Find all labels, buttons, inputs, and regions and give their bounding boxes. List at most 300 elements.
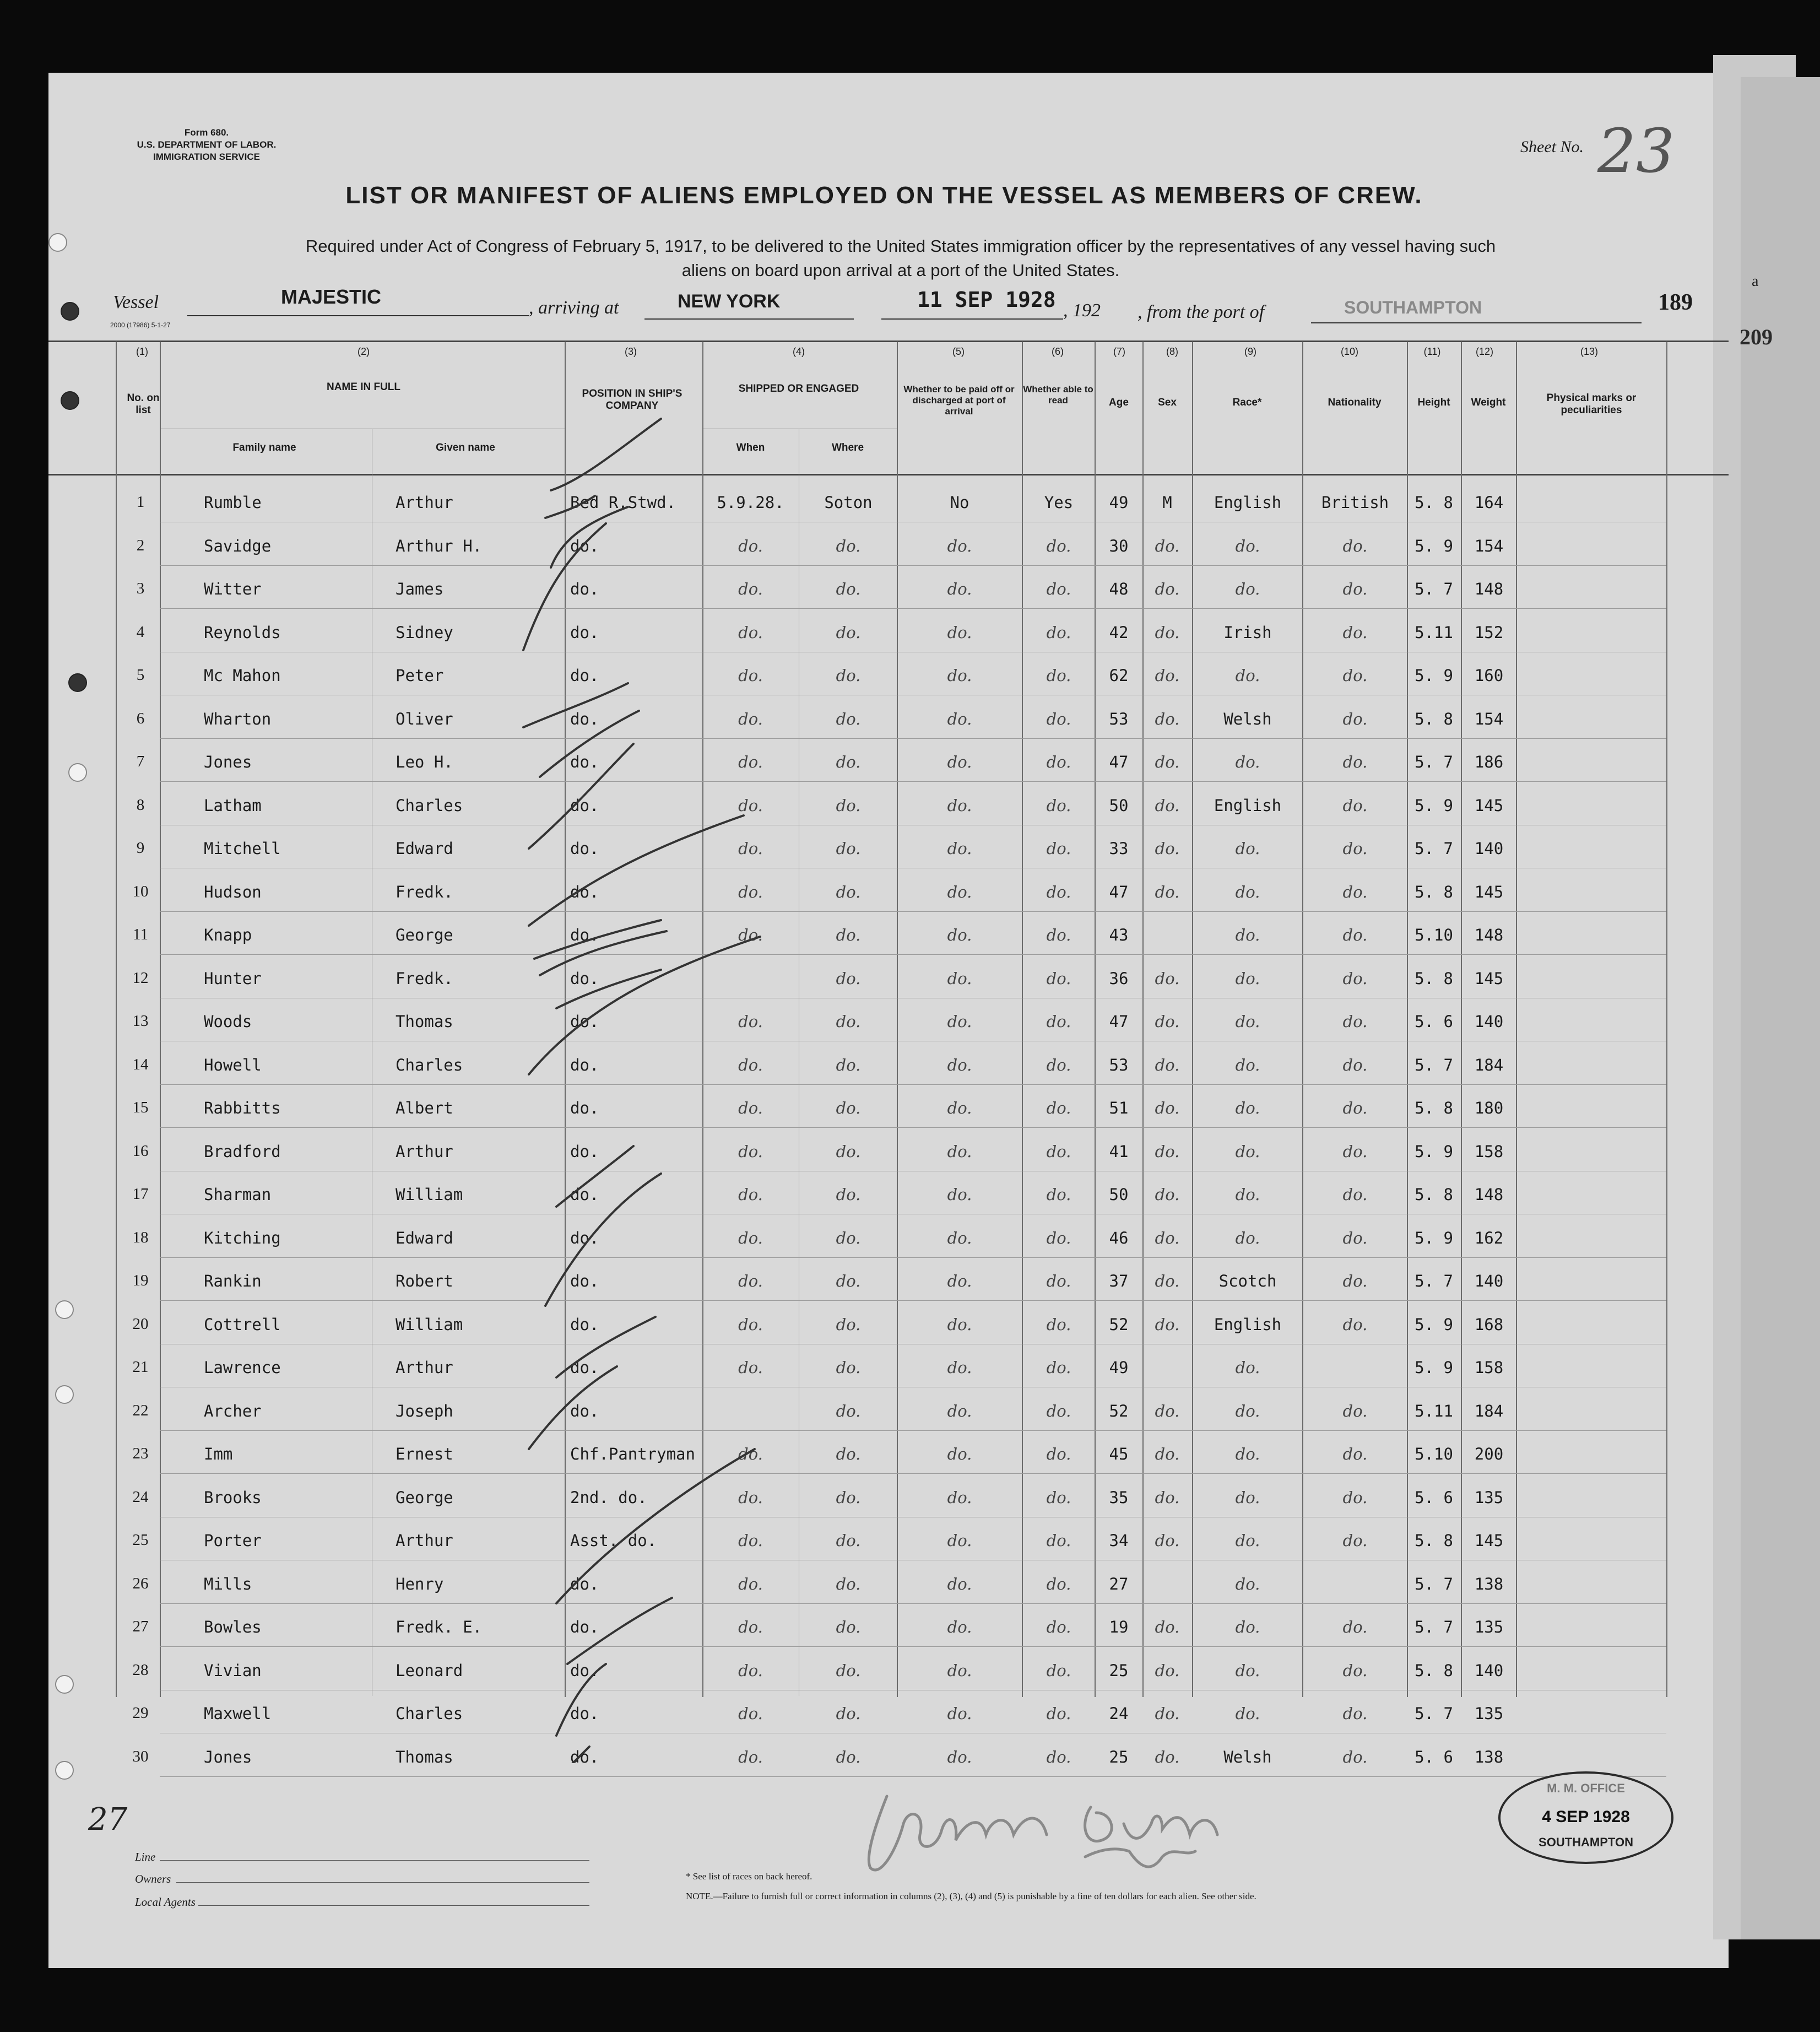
cell-read: do. [1046,1488,1071,1507]
check-mark [556,1146,633,1207]
cell-position: do. [570,1272,599,1290]
cell-sex: do. [1155,1142,1180,1161]
cell-when: do. [738,1099,763,1117]
cell-height: 5. 6 [1415,1012,1453,1031]
cell-position: do. [570,710,599,728]
col-num-10: (10) [1340,346,1358,357]
cell-sex: do. [1155,710,1180,728]
arriving-label: , arriving at [529,298,619,318]
cell-weight: 152 [1474,623,1504,642]
cell-position: do. [570,1099,599,1117]
cell-position: do. [570,1661,599,1680]
cell-when: do. [738,1661,763,1680]
cell-race: do. [1235,883,1260,901]
department: U.S. DEPARTMENT OF LABOR. [137,139,277,150]
cell-paid: do. [947,710,972,728]
cell-when: do. [738,1575,763,1593]
cell-race: Welsh [1223,710,1272,728]
cell-height: 5. 8 [1415,493,1453,512]
cell-nationality: do. [1342,1488,1368,1507]
cell-family: Mc Mahon [204,666,281,685]
cell-height: 5. 7 [1415,1575,1453,1593]
cell-position: 2nd. do. [570,1488,647,1507]
cell-position: do. [570,1056,599,1074]
cell-no: 27 [132,1618,149,1635]
cell-where: do. [836,839,861,858]
cell-position: do. [570,926,599,944]
cell-read: do. [1046,580,1071,598]
cell-when: do. [738,1748,763,1766]
header-family-name: Family name [232,442,296,453]
cell-given: George [396,926,453,944]
cell-nationality: do. [1342,1402,1368,1420]
cell-no: 26 [132,1575,149,1592]
cell-nationality: do. [1342,796,1368,815]
requirement-line-1: Required under Act of Congress of February 5, 1917, to be delivered to the United States immigration officer by the representatives of any vessel having such [305,236,1496,256]
cell-read: do. [1046,1315,1071,1334]
cell-when: do. [738,537,763,555]
cell-age: 50 [1109,1185,1129,1204]
check-mark [556,1664,606,1736]
cell-position: do. [570,839,599,858]
stamp-bottom-text: SOUTHAMPTON [1539,1835,1633,1849]
check-mark [556,1449,755,1603]
cell-paid: do. [947,1704,972,1723]
cell-read: do. [1046,1012,1071,1031]
cell-nationality: do. [1342,883,1368,901]
cell-position: do. [570,666,599,685]
cell-family: Kitching [204,1229,281,1247]
cell-race: do. [1235,1358,1260,1377]
cell-given: James [396,580,444,598]
cell-where: do. [836,1056,861,1074]
header-no-on-list: No. on list [127,392,160,416]
cell-family: Rabbitts [204,1099,281,1117]
page-number: 189 [1658,290,1693,315]
from-port-label: , from the port of [1138,302,1265,322]
cell-given: Charles [396,796,463,815]
cell-given: Arthur [396,1358,453,1377]
cell-when: do. [738,1445,763,1463]
cell-where: do. [836,1618,861,1636]
cell-given: William [396,1315,463,1334]
cell-age: 27 [1109,1575,1129,1593]
cell-when: do. [738,883,763,901]
cell-given: Ernest [396,1445,453,1463]
cell-family: Vivian [204,1661,262,1680]
cell-paid: do. [947,883,972,901]
cell-position: do. [570,1618,599,1636]
row-rule [160,1257,1666,1258]
header-when: When [736,442,765,453]
cell-age: 30 [1109,537,1129,555]
cell-race: do. [1235,1704,1260,1723]
cell-given: Sidney [396,623,453,642]
cell-age: 34 [1109,1531,1129,1550]
requirement-line-2: aliens on board upon arrival at a port of the United States. [681,261,1120,280]
col-num-1: (1) [136,346,148,357]
stamp-top-text: M. M. OFFICE [1547,1781,1625,1795]
cell-weight: 145 [1474,969,1504,988]
cell-paid: do. [947,1315,972,1334]
race-footnote: * See list of races on back hereof. [686,1871,812,1882]
line-label: Line [135,1850,156,1863]
check-mark [523,683,628,727]
cell-height: 5.11 [1415,623,1453,642]
arrival-date-stamp: 11 SEP 1928 [917,288,1056,312]
cell-position: do. [570,1748,599,1766]
cell-height: 5. 9 [1415,1142,1453,1161]
cell-paid: do. [947,1661,972,1680]
cell-when: do. [738,839,763,858]
cell-read: do. [1046,883,1071,901]
check-mark [545,496,595,518]
cell-when: do. [738,623,763,642]
punch-hole [55,1300,74,1319]
cell-position: do. [570,537,599,555]
cell-where: do. [836,1402,861,1420]
cell-when: do. [738,1704,763,1723]
cell-sex: do. [1155,1185,1180,1204]
cell-when: do. [738,1056,763,1074]
cell-family: Savidge [204,537,272,555]
cell-position: do. [570,1012,599,1031]
cell-weight: 140 [1474,1661,1504,1680]
cell-race: do. [1235,1661,1260,1680]
cell-weight: 154 [1474,710,1504,728]
cell-height: 5.11 [1415,1402,1453,1420]
cell-race: do. [1235,969,1260,988]
cell-read: do. [1046,839,1071,858]
cell-no: 1 [136,493,145,511]
cell-age: 37 [1109,1272,1129,1290]
cell-no: 21 [132,1358,149,1376]
cell-age: 47 [1109,1012,1129,1031]
cell-family: Howell [204,1056,262,1074]
cell-given: Arthur [396,493,453,512]
cell-weight: 180 [1474,1099,1504,1117]
stamp-date: 4 SEP 1928 [1542,1808,1630,1826]
cell-when: do. [738,1488,763,1507]
cell-age: 35 [1109,1488,1129,1507]
cell-when: do. [738,1315,763,1334]
cell-weight: 145 [1474,796,1504,815]
owners-label: Owners [135,1872,171,1885]
row-rule [160,1127,1666,1128]
cell-weight: 164 [1474,493,1504,512]
cell-weight: 140 [1474,1272,1504,1290]
year-label: , 192 [1063,300,1101,321]
cell-position: do. [570,796,599,815]
cell-nationality: do. [1342,753,1368,771]
col-num-6: (6) [1052,346,1064,357]
cell-weight: 160 [1474,666,1504,685]
cell-sex: do. [1155,796,1180,815]
sheet-label: Sheet No. [1520,138,1584,156]
cell-no: 19 [132,1272,149,1289]
cell-where: do. [836,710,861,728]
row-rule [160,1084,1666,1085]
cell-sex: do. [1155,623,1180,642]
cell-given: George [396,1488,453,1507]
cell-read: do. [1046,623,1071,642]
cell-given: Arthur [396,1142,453,1161]
header-sex: Sex [1158,397,1177,408]
punch-hole [61,302,79,321]
cell-sex: do. [1155,1531,1180,1550]
cell-position: do. [570,1402,599,1420]
cell-family: Jones [204,1748,252,1766]
col-num-12: (12) [1475,346,1493,357]
cell-race: do. [1235,1229,1260,1247]
cell-race: do. [1235,1445,1260,1463]
col-num-9: (9) [1244,346,1256,357]
check-mark [556,1747,589,1763]
cell-family: Sharman [204,1185,272,1204]
cell-height: 5. 7 [1415,839,1453,858]
cell-paid: do. [947,1185,972,1204]
cell-height: 5. 9 [1415,1229,1453,1247]
cell-age: 53 [1109,1056,1129,1074]
header-paid-off: Whether to be paid off or discharged at port of arrival [903,384,1015,417]
cell-when: do. [738,666,763,685]
cell-race: English [1214,796,1282,815]
cell-given: Fredk. [396,969,453,988]
header-position: POSITION IN SHIP'S COMPANY [582,388,682,412]
cell-race: do. [1235,1185,1260,1204]
cell-when: do. [738,1618,763,1636]
cell-read: do. [1046,1748,1071,1766]
header-age: Age [1109,397,1129,408]
cell-weight: 145 [1474,883,1504,901]
underlying-sheet-edge [1741,77,1820,1939]
cell-nationality: do. [1342,1445,1368,1463]
cell-family: Witter [204,580,262,598]
header-able-to-read: Whether able to read [1023,384,1093,406]
cell-height: 5. 9 [1415,666,1453,685]
cell-sex: do. [1155,1661,1180,1680]
cell-family: Porter [204,1531,262,1550]
cell-family: Rumble [204,493,262,512]
cell-height: 5. 7 [1415,753,1453,771]
header-nationality: Nationality [1328,397,1382,408]
cell-height: 5. 7 [1415,1272,1453,1290]
check-mark [567,1598,672,1664]
cell-nationality: do. [1342,1315,1368,1334]
cell-when: do. [738,1531,763,1550]
cell-nationality: do. [1342,710,1368,728]
cell-when: do. [738,710,763,728]
cell-no: 28 [132,1661,149,1679]
cell-paid: do. [947,623,972,642]
cell-age: 45 [1109,1445,1129,1463]
check-mark [545,1174,661,1306]
cell-weight: 168 [1474,1315,1504,1334]
cell-sex: do. [1155,1099,1180,1117]
cell-family: Lawrence [204,1358,281,1377]
cell-no: 24 [132,1488,149,1506]
cell-no: 2 [136,537,145,554]
cell-nationality: do. [1342,926,1368,944]
header-where: Where [831,442,864,453]
cell-no: 7 [136,753,145,770]
cell-nationality: do. [1342,623,1368,642]
cell-where: do. [836,1012,861,1031]
cell-height: 5. 8 [1415,1531,1453,1550]
cell-race: do. [1235,1142,1260,1161]
row-rule [160,1473,1666,1474]
cell-given: Charles [396,1704,463,1723]
cell-family: Latham [204,796,262,815]
cell-sex: do. [1155,1229,1180,1247]
col-num-7: (7) [1113,346,1125,357]
cell-sex: do. [1155,1488,1180,1507]
cell-family: Hunter [204,969,262,988]
cell-when: do. [738,1185,763,1204]
cell-read: Yes [1044,493,1074,512]
cell-age: 52 [1109,1315,1129,1334]
cell-sex: do. [1155,1618,1180,1636]
cell-no: 12 [132,969,149,987]
cell-read: do. [1046,796,1071,815]
cell-read: do. [1046,1531,1071,1550]
cell-age: 53 [1109,710,1129,728]
cell-paid: do. [947,926,972,944]
cell-weight: 138 [1474,1748,1504,1766]
cell-position: do. [570,753,599,771]
row-rule [160,1603,1666,1604]
cell-paid: do. [947,1358,972,1377]
cell-position: Chf.Pantryman [570,1445,695,1463]
cell-height: 5. 8 [1415,1185,1453,1204]
row-rule [160,608,1666,609]
cell-where: do. [836,796,861,815]
cell-no: 13 [132,1012,149,1030]
cell-read: do. [1046,1185,1071,1204]
cell-sex: do. [1155,1056,1180,1074]
cell-age: 24 [1109,1704,1129,1723]
cell-age: 50 [1109,796,1129,815]
cell-no: 8 [136,796,145,814]
cell-height: 5. 6 [1415,1748,1453,1766]
check-mark [529,744,633,849]
cell-paid: No [950,493,969,512]
cell-weight: 184 [1474,1056,1504,1074]
cell-height: 5. 6 [1415,1488,1453,1507]
cell-weight: 140 [1474,839,1504,858]
cell-weight: 162 [1474,1229,1504,1247]
cell-no: 23 [132,1445,149,1462]
cell-where: do. [836,623,861,642]
check-mark [540,931,667,975]
cell-read: do. [1046,1402,1071,1420]
row-rule [160,1776,1666,1777]
col-num-11: (11) [1423,346,1441,357]
cell-nationality: do. [1342,1142,1368,1161]
col-num-8: (8) [1166,346,1178,357]
header-given-name: Given name [436,442,495,453]
cell-race: Scotch [1218,1272,1277,1290]
check-mark [540,711,639,777]
vessel-label: Vessel [113,292,159,312]
cell-age: 25 [1109,1661,1129,1680]
cell-no: 3 [136,580,145,597]
cell-race: do. [1235,839,1260,858]
punch-hole [55,1385,74,1404]
col-num-5: (5) [952,346,965,357]
cell-no: 18 [132,1229,149,1246]
cell-when: do. [738,926,763,944]
cell-sex: do. [1155,1315,1180,1334]
cell-nationality: do. [1342,969,1368,988]
cell-nationality: do. [1342,1185,1368,1204]
cell-where: do. [836,1315,861,1334]
cell-no: 10 [132,883,149,900]
cell-given: Joseph [396,1402,453,1420]
cell-no: 22 [132,1402,149,1419]
row-rule [160,738,1666,739]
officer-signature [854,1780,1272,1890]
punch-hole [55,1675,74,1694]
cell-weight: 135 [1474,1488,1504,1507]
cell-read: do. [1046,969,1071,988]
cell-position: do. [570,1575,599,1593]
cell-age: 47 [1109,753,1129,771]
cell-weight: 184 [1474,1402,1504,1420]
cell-paid: do. [947,666,972,685]
cell-race: English [1214,1315,1282,1334]
cell-family: Bradford [204,1142,281,1161]
cell-where: do. [836,926,861,944]
cell-height: 5. 7 [1415,580,1453,598]
cell-where: do. [836,1142,861,1161]
cell-paid: do. [947,753,972,771]
cell-age: 49 [1109,493,1129,512]
cell-paid: do. [947,796,972,815]
cell-paid: do. [947,1748,972,1766]
cell-sex: do. [1155,666,1180,685]
punch-hole [68,763,87,782]
cell-height: 5.10 [1415,1445,1453,1463]
cell-nationality: do. [1342,1056,1368,1074]
cell-race: do. [1235,1531,1260,1550]
cell-family: Wharton [204,710,272,728]
cell-read: do. [1046,1704,1071,1723]
cell-paid: do. [947,1099,972,1117]
cell-family: Woods [204,1012,252,1031]
check-mark [529,815,744,926]
penalty-note: NOTE.—Failure to furnish full or correct information in columns (2), (3), (4) and (5) is punishable by a fine of ten dollars for each alien. See other side. [686,1891,1256,1901]
cell-race: do. [1235,537,1260,555]
cell-nationality: do. [1342,580,1368,598]
cell-given: William [396,1185,463,1204]
cell-nationality: do. [1342,666,1368,685]
cell-sex: do. [1155,969,1180,988]
cell-height: 5. 7 [1415,1704,1453,1723]
cell-age: 33 [1109,839,1129,858]
cell-no: 5 [136,666,145,684]
cell-age: 62 [1109,666,1129,685]
cell-weight: 200 [1474,1445,1504,1463]
cell-where: do. [836,1445,861,1463]
cell-sex: M [1162,493,1172,512]
check-mark [556,1317,656,1377]
col-num-2: (2) [358,346,370,357]
cell-no: 6 [136,710,145,727]
edge-letter: a [1752,273,1759,290]
cell-given: Leonard [396,1661,463,1680]
cell-position: do. [570,969,599,988]
